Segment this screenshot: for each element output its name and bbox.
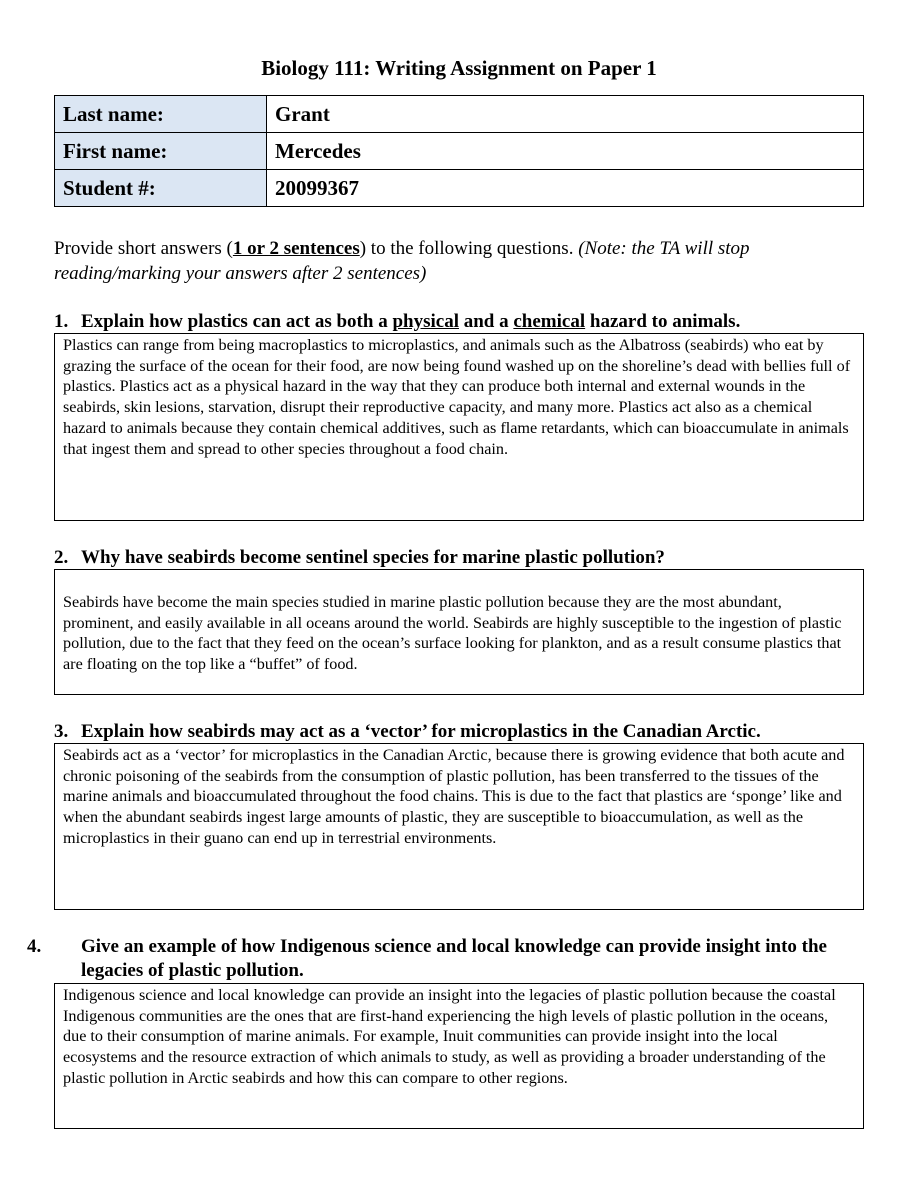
question-3-title [54,720,864,744]
question-2-text: Why have seabirds become sentinel species for marine plastic pollution? [81,547,665,568]
student-number-label: Student #: [55,170,267,207]
question-3-answer: Seabirds act as a ‘vector’ for microplastics in the Canadian Arctic, because there is growing evidence that both acute and chronic poisoning of the seabirds from the consumption of plastic pollution, has been transferred to the tissues of the marine animals and bioaccumulated throughout the food chains. This is due to the fact that plastics are ‘sponge’ like and when the abundant seabirds ingest large amounts of plastic, they are susceptible to bioaccumulation, as well as the microplastics in their guano can end up in terrestrial environments. [54,743,864,910]
question-1-underline-physical: physical [392,311,459,332]
first-name-value: Mercedes [267,133,864,170]
question-1-text-a: Explain how plastics can act as both a [81,311,393,332]
instructions [54,236,844,286]
last-name-label: Last name: [55,96,267,133]
student-number-row [55,170,864,207]
instructions-emphasis: 1 or 2 sentences [232,238,360,259]
question-4-number: 4. [27,936,42,957]
student-number-value: 20099367 [267,170,864,207]
question-2-number: 2. [54,547,69,568]
question-4-text: Give an example of how Indigenous science and local knowledge can provide insight into the legacies of plastic pollution. [81,936,827,981]
first-name-row [55,133,864,170]
question-4-answer: Indigenous science and local knowledge can provide an insight into the legacies of plastic pollution because the coastal Indigenous communities are the ones that are first-hand experiencing the high levels of plastic pollution in the oceans, due to their consumption of marine animals. For example, Inuit communities can provide insight into the local ecosystems and the resource extraction of which animals to study, as well as providing a broader understanding of the plastic pollution in Arctic seabirds and how this can compare to other regions. [54,983,864,1129]
question-1-number: 1. [54,311,69,332]
question-1-answer: Plastics can range from being macroplastics to microplastics, and animals such as the Albatross (seabirds) who eat by grazing the surface of the ocean for their food, are now being found washed up on the shoreline’s dead with bellies full of plastics. Plastics act as a physical hazard in the way that they can produce both internal and external wounds in the seabirds, skin lesions, starvation, disrupt their reproductive capacity, and many more. Plastics act also as a chemical hazard to animals because they contain chemical additives, such as flame retardants, which can bioaccumulate in animals that ingest them and spread to other species throughout a food chain. [54,333,864,521]
student-info-table [54,95,864,207]
question-1-underline-chemical: chemical [513,311,586,332]
instructions-lead: Provide short answers ( [54,238,233,259]
question-1-text-b: and a [458,311,514,332]
question-2-title [54,546,864,570]
question-2-answer: Seabirds have become the main species studied in marine plastic pollution because they are the most abundant, prominent, and easily available in all oceans around the world. Seabirds are highly susceptible to the ingestion of plastic pollution, due to the fact that they feed on the ocean’s surface looking for plankton, and as a result consume plastics that are floating on the top like a “buffet” of food. [54,569,864,695]
question-1-title [54,310,864,334]
question-1-text-c: hazard to animals. [585,311,741,332]
question-3-text: Explain how seabirds may act as a ‘vector’ for microplastics in the Canadian Arctic. [81,721,761,742]
instructions-after: ) to the following questions. [359,238,579,259]
first-name-label: First name: [55,133,267,170]
page-title: Biology 111: Writing Assignment on Paper 1 [261,56,657,80]
instructions-note: (Note: the TA will stop reading/marking your answers after 2 sentences) [54,238,750,284]
last-name-row [55,96,864,133]
question-4-title [27,935,864,983]
question-3-number: 3. [54,721,69,742]
last-name-value: Grant [267,96,864,133]
